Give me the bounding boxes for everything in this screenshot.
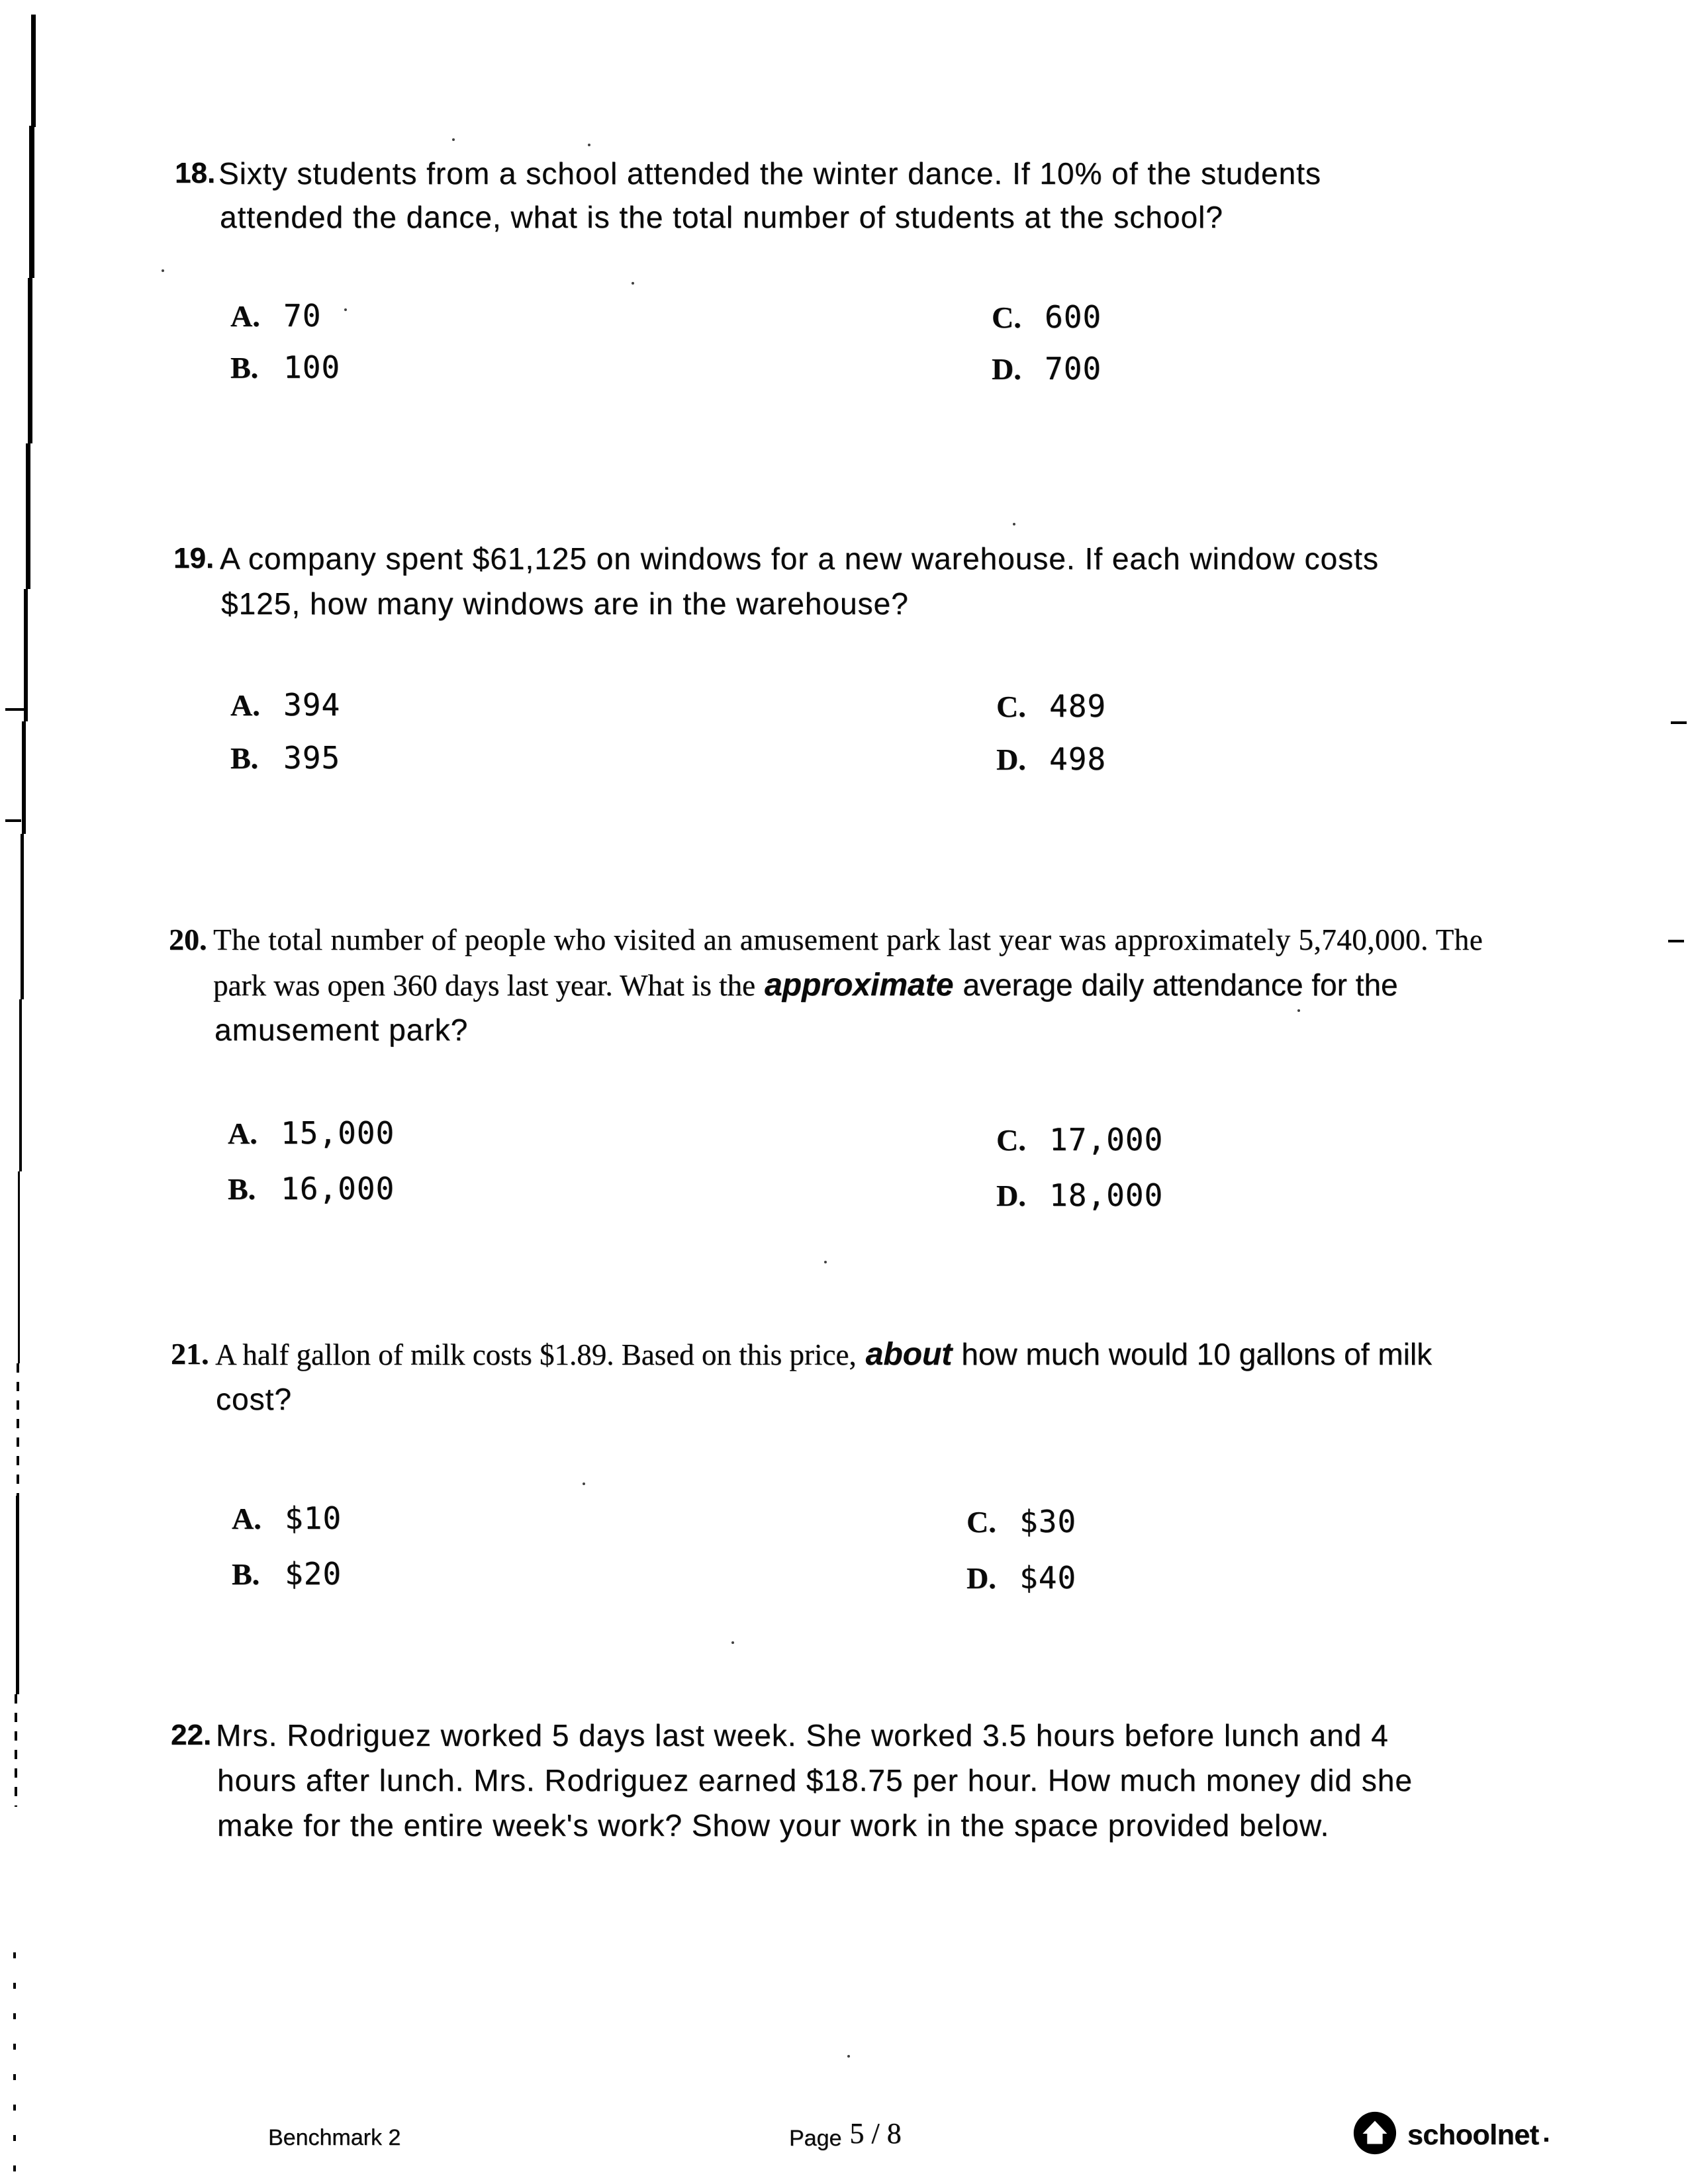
scan-speck: [588, 144, 590, 146]
choice-letter: B.: [232, 1557, 260, 1591]
question-22-line-3: make for the entire week's work? Show your work in the space provided below.: [217, 1808, 1330, 1843]
choice-letter: A.: [232, 1502, 261, 1535]
question-18-choice-c: [992, 298, 1102, 336]
choice-value: 395: [283, 740, 341, 776]
schoolnet-house-icon: [1352, 2110, 1398, 2160]
question-21-line-1: [215, 1336, 1432, 1381]
choice-letter: B.: [230, 351, 259, 385]
question-21-choice-a: [232, 1500, 342, 1537]
scan-speck: [162, 269, 164, 272]
question-21-choice-c: [966, 1503, 1076, 1541]
question-20-line-2-serif: park was open 360 days last year. What is the: [213, 969, 755, 1002]
scan-speck: [632, 282, 634, 285]
scan-speck: [452, 138, 455, 141]
question-20-number: 20.: [169, 923, 207, 956]
question-21-number: 21.: [171, 1337, 209, 1371]
question-20-line-3: amusement park?: [214, 1013, 469, 1047]
choice-value: $30: [1019, 1504, 1077, 1539]
question-20-line-2: [213, 966, 1398, 1011]
question-19-line-1: A company spent $61,125 on windows for a new warehouse. If each window costs: [220, 541, 1379, 576]
question-19-number: 19.: [173, 542, 214, 574]
question-18-choice-b: [230, 349, 340, 387]
scan-tick: [5, 819, 21, 822]
question-19-choice-d: [996, 741, 1106, 778]
question-20-line-1: The total number of people who visited an amusement park last year was approximately 5,740,000. The: [213, 923, 1483, 956]
footer-page-number: 5 / 8: [849, 2117, 902, 2150]
choice-letter: D.: [992, 352, 1021, 386]
scan-speck: [344, 308, 347, 311]
choice-value: 15,000: [281, 1115, 395, 1151]
choice-value: 17,000: [1049, 1122, 1164, 1158]
choice-value: 100: [283, 349, 341, 385]
choice-value: 16,000: [281, 1171, 395, 1206]
question-20-choice-a: [228, 1115, 395, 1152]
choice-value: 18,000: [1049, 1177, 1164, 1213]
choice-value: $10: [285, 1500, 342, 1536]
choice-value: $40: [1019, 1560, 1077, 1596]
choice-value: 394: [283, 687, 341, 723]
question-21-choice-b: [232, 1555, 342, 1593]
schoolnet-trademark-dot: [1544, 2138, 1548, 2142]
question-21-line-1-sans: how much would 10 gallons of milk: [961, 1337, 1432, 1371]
question-22-line-2: hours after lunch. Mrs. Rodriguez earned $18.75 per hour. How much money did she: [217, 1763, 1413, 1797]
choice-letter: C.: [996, 1123, 1026, 1157]
question-20-line-2-sans: average daily attendance for the: [962, 968, 1398, 1002]
choice-letter: A.: [228, 1116, 258, 1150]
question-21-emphasis-word: about: [865, 1337, 953, 1372]
choice-value: 498: [1049, 741, 1107, 777]
footer-page-indicator: [789, 2117, 902, 2152]
question-19-choice-c: [996, 688, 1106, 725]
scan-dash-right: [1668, 940, 1684, 942]
question-20-choice-d: [996, 1177, 1163, 1214]
question-22-number: 22.: [171, 1719, 212, 1751]
choice-letter: C.: [992, 300, 1021, 334]
question-21-choice-d: [966, 1559, 1076, 1597]
question-18-line-1: Sixty students from a school attended the winter dance. If 10% of the students: [218, 156, 1321, 191]
choice-value: $20: [285, 1556, 342, 1592]
choice-letter: D.: [996, 743, 1026, 776]
choice-letter: B.: [230, 741, 259, 775]
question-20-emphasis-word: approximate: [764, 968, 954, 1003]
question-18-choice-d: [992, 350, 1102, 388]
footer-page-label: Page: [789, 2126, 842, 2151]
scan-speck: [847, 2055, 850, 2058]
question-22-line-1: Mrs. Rodriguez worked 5 days last week. She worked 3.5 hours before lunch and 4: [216, 1718, 1389, 1752]
scan-speck: [824, 1261, 827, 1263]
choice-letter: D.: [996, 1179, 1026, 1212]
schoolnet-logo: [1352, 2110, 1548, 2160]
question-18-choice-a: [230, 297, 321, 335]
question-19-choice-b: [230, 739, 340, 777]
choice-value: 700: [1045, 351, 1102, 387]
scan-dash-right: [1671, 721, 1687, 724]
question-19-line-2: $125, how many windows are in the warehouse?: [221, 586, 909, 621]
scan-speck: [583, 1482, 585, 1485]
schoolnet-logo-text: schoolnet: [1407, 2118, 1539, 2151]
choice-letter: B.: [228, 1172, 256, 1206]
question-21-line-1-serif: A half gallon of milk costs $1.89. Based on this price,: [215, 1338, 857, 1371]
choice-letter: D.: [966, 1561, 996, 1595]
question-21-line-2: cost?: [216, 1382, 292, 1416]
choice-value: 70: [283, 298, 322, 334]
choice-letter: A.: [230, 688, 260, 722]
choice-value: 600: [1045, 299, 1102, 335]
scan-speck: [1013, 523, 1015, 525]
scan-tick: [5, 708, 25, 711]
question-20-choice-c: [996, 1121, 1163, 1159]
question-18-number: 18.: [175, 157, 216, 189]
question-20-choice-b: [228, 1170, 395, 1208]
question-18-line-2: attended the dance, what is the total number of students at the school?: [220, 200, 1223, 234]
choice-letter: A.: [230, 299, 260, 333]
scan-speck: [731, 1641, 734, 1644]
question-19-choice-a: [230, 686, 340, 724]
choice-letter: C.: [996, 690, 1026, 723]
choice-value: 489: [1049, 688, 1107, 724]
footer-benchmark-label: Benchmark 2: [268, 2125, 401, 2150]
choice-letter: C.: [966, 1505, 996, 1539]
